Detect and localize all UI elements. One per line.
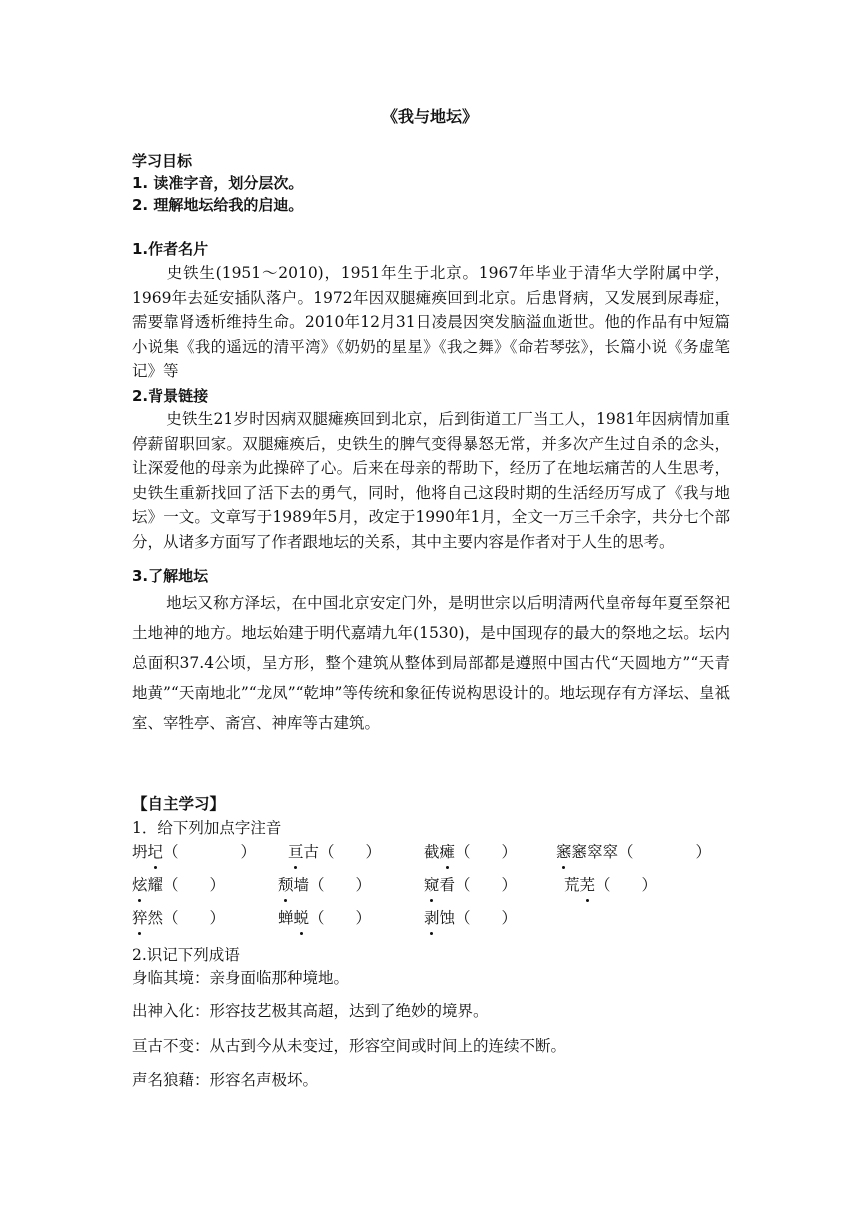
pinyin-item: 窥看（ ） — [424, 873, 517, 895]
author-text: 史铁生(1951～2010)，1951年生于北京。1967年毕业于清华大学附属中学，1969年去延安插队落户。1972年因双腿瘫痪回到北京。后患肾病，又发展到尿毒症，需要靠肾透析维持生命。2010年12月31日凌晨因突发脑溢血逝世。他的作品有中短篇小说集《我的遥远的清平湾》《奶奶的星星》《我之舞》《命若琴弦》，长篇小说《务虚笔记》等 — [132, 264, 730, 380]
idiom-item: 身临其境：亲身面临那种境地。 — [132, 969, 350, 987]
question-1: 1．给下列加点字注音 — [132, 819, 282, 837]
background-text: 史铁生21岁时因病双腿瘫痪回到北京，后到街道工厂当工人，1981年因病情加重停薪留职回家。双腿瘫痪后，史铁生的脾气变得暴怒无常，并多次产生过自杀的念头，让深爱他的母亲为此操碎了心。后来在母亲的帮助下，经历了在地坛痛苦的人生思考，史铁生重新找回了活下去的勇气，同时，他将自己这段时期的生活经历写成了《我与地坛》一文。文章写于1989年5月，改定于1990年1月，全文一万三千余字，共分七个部分，从诸多方面写了作者跟地坛的关系，其中主要内容是作者对于人生的思考。 — [132, 410, 730, 551]
pinyin-item: 荒芜（ ） — [564, 873, 657, 895]
pinyin-item: 截瘫（ ） — [424, 840, 517, 862]
pinyin-item: 颓墙（ ） — [278, 873, 371, 895]
pinyin-item: 亘古（ ） — [288, 840, 381, 862]
section-heading-background: 2.背景链接 — [132, 387, 209, 405]
pinyin-row-2 — [132, 873, 752, 899]
idiom-item: 出神入化：形容技艺极其高超，达到了绝妙的境界。 — [132, 1002, 489, 1020]
ditan-text: 地坛又称方泽坛，在中国北京安定门外，是明世宗以后明清两代皇帝每年夏至祭祀土地神的地方。地坛始建于明代嘉靖九年(1530)，是中国现存的最大的祭地之坛。坛内总面积37.4公顷，呈方形，整个建筑从整体到局部都是遵照中国古代“天圆地方”“天青地黄”“天南地北”“龙凤”“乾坤”等传统和象征传说构思设计的。地坛现存有方泽坛、皇祗室、宰牲亭、斋宫、神库等古建筑。 — [132, 594, 730, 732]
section-heading-author: 1.作者名片 — [132, 240, 209, 258]
pinyin-item: 坍圮（ ） — [132, 840, 256, 862]
document-title: 《我与地坛》 — [381, 107, 478, 126]
self-study-heading: 【自主学习】 — [132, 795, 226, 813]
section-heading-ditan: 3.了解地坛 — [132, 567, 209, 585]
idiom-item: 亘古不变：从古到今从未变过，形容空间或时间上的连续不断。 — [132, 1037, 567, 1055]
idiom-item: 声名狼藉：形容名声极坏。 — [132, 1071, 319, 1089]
ditan-paragraph — [132, 588, 730, 738]
pinyin-row-3 — [132, 906, 752, 932]
pinyin-item: 蝉蜕（ ） — [278, 906, 371, 928]
pinyin-item: 猝然（ ） — [132, 906, 225, 928]
question-2: 2.识记下列成语 — [132, 946, 240, 964]
background-paragraph — [132, 407, 730, 554]
goal-item-1: 1. 读准字音，划分层次。 — [132, 174, 304, 192]
pinyin-item: 炫耀（ ） — [132, 873, 225, 895]
goal-item-2: 2. 理解地坛给我的启迪。 — [132, 196, 304, 214]
goals-heading: 学习目标 — [132, 152, 193, 170]
pinyin-item: 剥蚀（ ） — [424, 906, 517, 928]
pinyin-row-1 — [132, 840, 752, 866]
pinyin-item: 窸窸窣窣（ ） — [556, 840, 711, 862]
author-paragraph — [132, 261, 730, 384]
